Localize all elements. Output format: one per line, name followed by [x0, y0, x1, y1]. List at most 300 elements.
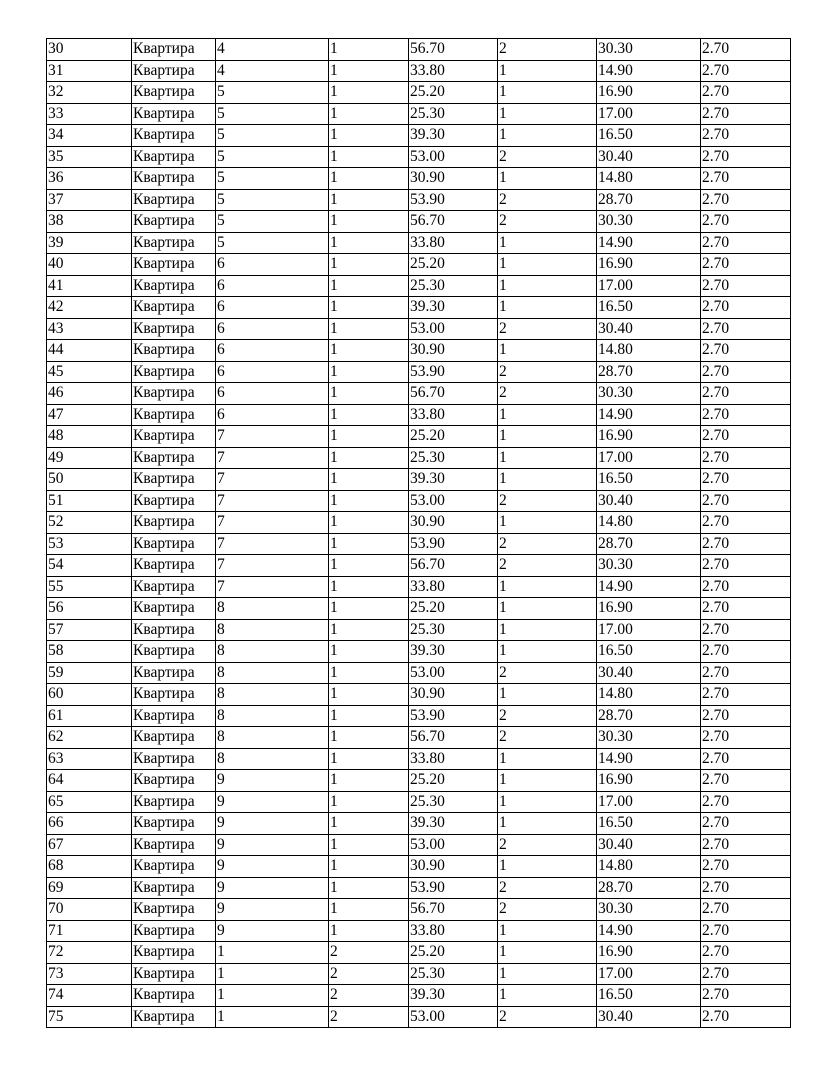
- table-row: [47, 361, 791, 383]
- cell-total-area: 56.70: [409, 383, 498, 405]
- cell-type: Квартира: [132, 813, 216, 835]
- cell-rooms: 1: [498, 125, 597, 147]
- cell-floor: 1: [216, 1006, 329, 1028]
- cell-total-area: 25.30: [409, 447, 498, 469]
- cell-rooms: 2: [498, 899, 597, 921]
- cell-rooms: 2: [498, 490, 597, 512]
- cell-floor: 7: [216, 512, 329, 534]
- cell-floor: 8: [216, 748, 329, 770]
- cell-total-area: 30.90: [409, 340, 498, 362]
- cell-number: 71: [47, 920, 132, 942]
- cell-total-area: 25.30: [409, 103, 498, 125]
- cell-living-area: 16.50: [597, 813, 701, 835]
- cell-section: 1: [329, 211, 409, 233]
- cell-ceiling-height: 2.70: [701, 383, 791, 405]
- cell-floor: 8: [216, 705, 329, 727]
- table-row: [47, 447, 791, 469]
- cell-rooms: 1: [498, 469, 597, 491]
- cell-total-area: 30.90: [409, 168, 498, 190]
- cell-total-area: 30.90: [409, 856, 498, 878]
- cell-total-area: 25.20: [409, 82, 498, 104]
- cell-number: 39: [47, 232, 132, 254]
- cell-living-area: 28.70: [597, 533, 701, 555]
- cell-ceiling-height: 2.70: [701, 125, 791, 147]
- cell-total-area: 53.90: [409, 361, 498, 383]
- cell-ceiling-height: 2.70: [701, 469, 791, 491]
- cell-ceiling-height: 2.70: [701, 318, 791, 340]
- cell-type: Квартира: [132, 168, 216, 190]
- cell-number: 66: [47, 813, 132, 835]
- cell-section: 1: [329, 82, 409, 104]
- cell-floor: 9: [216, 899, 329, 921]
- cell-total-area: 56.70: [409, 727, 498, 749]
- cell-type: Квартира: [132, 963, 216, 985]
- cell-living-area: 16.90: [597, 254, 701, 276]
- cell-floor: 1: [216, 942, 329, 964]
- cell-section: 1: [329, 318, 409, 340]
- cell-floor: 9: [216, 791, 329, 813]
- cell-type: Квартира: [132, 447, 216, 469]
- cell-rooms: 2: [498, 834, 597, 856]
- table-row: [47, 942, 791, 964]
- cell-section: 1: [329, 899, 409, 921]
- cell-floor: 9: [216, 834, 329, 856]
- cell-floor: 7: [216, 426, 329, 448]
- table-row: [47, 146, 791, 168]
- cell-number: 52: [47, 512, 132, 534]
- cell-total-area: 33.80: [409, 404, 498, 426]
- table-row: [47, 254, 791, 276]
- cell-floor: 9: [216, 877, 329, 899]
- cell-number: 41: [47, 275, 132, 297]
- cell-ceiling-height: 2.70: [701, 361, 791, 383]
- table-row: [47, 576, 791, 598]
- cell-total-area: 53.90: [409, 877, 498, 899]
- cell-section: 1: [329, 705, 409, 727]
- table-row: [47, 103, 791, 125]
- cell-total-area: 39.30: [409, 641, 498, 663]
- cell-living-area: 16.90: [597, 770, 701, 792]
- cell-living-area: 14.80: [597, 340, 701, 362]
- cell-floor: 8: [216, 641, 329, 663]
- cell-total-area: 56.70: [409, 555, 498, 577]
- cell-rooms: 2: [498, 1006, 597, 1028]
- cell-ceiling-height: 2.70: [701, 1006, 791, 1028]
- cell-floor: 9: [216, 770, 329, 792]
- cell-section: 1: [329, 920, 409, 942]
- cell-total-area: 33.80: [409, 60, 498, 82]
- cell-type: Квартира: [132, 469, 216, 491]
- cell-section: 1: [329, 662, 409, 684]
- cell-rooms: 1: [498, 942, 597, 964]
- cell-number: 63: [47, 748, 132, 770]
- cell-rooms: 1: [498, 641, 597, 663]
- cell-total-area: 25.20: [409, 598, 498, 620]
- cell-ceiling-height: 2.70: [701, 791, 791, 813]
- table-row: [47, 297, 791, 319]
- cell-floor: 5: [216, 146, 329, 168]
- cell-living-area: 30.30: [597, 899, 701, 921]
- cell-number: 30: [47, 39, 132, 61]
- cell-floor: 1: [216, 963, 329, 985]
- cell-ceiling-height: 2.70: [701, 641, 791, 663]
- cell-total-area: 39.30: [409, 469, 498, 491]
- cell-floor: 7: [216, 469, 329, 491]
- cell-living-area: 17.00: [597, 447, 701, 469]
- cell-number: 57: [47, 619, 132, 641]
- cell-section: 1: [329, 146, 409, 168]
- table-row: [47, 856, 791, 878]
- cell-rooms: 1: [498, 963, 597, 985]
- cell-number: 37: [47, 189, 132, 211]
- cell-living-area: 30.30: [597, 727, 701, 749]
- cell-floor: 1: [216, 985, 329, 1007]
- cell-living-area: 14.90: [597, 920, 701, 942]
- cell-number: 73: [47, 963, 132, 985]
- cell-section: 1: [329, 447, 409, 469]
- cell-total-area: 53.00: [409, 1006, 498, 1028]
- cell-ceiling-height: 2.70: [701, 447, 791, 469]
- cell-living-area: 30.40: [597, 834, 701, 856]
- cell-number: 50: [47, 469, 132, 491]
- cell-ceiling-height: 2.70: [701, 426, 791, 448]
- cell-ceiling-height: 2.70: [701, 490, 791, 512]
- table-row: [47, 211, 791, 233]
- cell-total-area: 53.90: [409, 533, 498, 555]
- cell-floor: 6: [216, 275, 329, 297]
- cell-number: 70: [47, 899, 132, 921]
- cell-number: 68: [47, 856, 132, 878]
- cell-rooms: 1: [498, 684, 597, 706]
- cell-section: 1: [329, 39, 409, 61]
- cell-number: 55: [47, 576, 132, 598]
- cell-living-area: 30.40: [597, 146, 701, 168]
- cell-floor: 8: [216, 684, 329, 706]
- cell-ceiling-height: 2.70: [701, 404, 791, 426]
- table-row: [47, 684, 791, 706]
- cell-total-area: 33.80: [409, 576, 498, 598]
- table-row: [47, 963, 791, 985]
- cell-living-area: 28.70: [597, 189, 701, 211]
- cell-section: 1: [329, 404, 409, 426]
- cell-total-area: 25.20: [409, 942, 498, 964]
- cell-ceiling-height: 2.70: [701, 254, 791, 276]
- cell-floor: 5: [216, 82, 329, 104]
- cell-number: 44: [47, 340, 132, 362]
- cell-floor: 7: [216, 533, 329, 555]
- cell-total-area: 33.80: [409, 748, 498, 770]
- cell-type: Квартира: [132, 834, 216, 856]
- cell-total-area: 53.90: [409, 705, 498, 727]
- cell-type: Квартира: [132, 985, 216, 1007]
- cell-ceiling-height: 2.70: [701, 813, 791, 835]
- cell-living-area: 30.30: [597, 383, 701, 405]
- cell-floor: 5: [216, 103, 329, 125]
- cell-total-area: 53.90: [409, 189, 498, 211]
- cell-ceiling-height: 2.70: [701, 834, 791, 856]
- cell-type: Квартира: [132, 340, 216, 362]
- cell-section: 1: [329, 490, 409, 512]
- cell-floor: 6: [216, 254, 329, 276]
- cell-number: 67: [47, 834, 132, 856]
- cell-number: 58: [47, 641, 132, 663]
- table-row: [47, 39, 791, 61]
- cell-rooms: 1: [498, 404, 597, 426]
- cell-section: 1: [329, 619, 409, 641]
- cell-total-area: 25.30: [409, 619, 498, 641]
- cell-ceiling-height: 2.70: [701, 146, 791, 168]
- cell-rooms: 1: [498, 856, 597, 878]
- cell-section: 2: [329, 1006, 409, 1028]
- cell-ceiling-height: 2.70: [701, 942, 791, 964]
- cell-floor: 6: [216, 404, 329, 426]
- cell-section: 1: [329, 555, 409, 577]
- cell-floor: 6: [216, 361, 329, 383]
- cell-type: Квартира: [132, 297, 216, 319]
- table-row: [47, 619, 791, 641]
- cell-rooms: 1: [498, 275, 597, 297]
- cell-total-area: 33.80: [409, 920, 498, 942]
- cell-rooms: 2: [498, 662, 597, 684]
- cell-total-area: 53.00: [409, 662, 498, 684]
- table-row: [47, 125, 791, 147]
- cell-ceiling-height: 2.70: [701, 899, 791, 921]
- cell-ceiling-height: 2.70: [701, 512, 791, 534]
- cell-section: 1: [329, 168, 409, 190]
- cell-section: 1: [329, 727, 409, 749]
- cell-living-area: 17.00: [597, 791, 701, 813]
- cell-type: Квартира: [132, 705, 216, 727]
- cell-type: Квартира: [132, 619, 216, 641]
- cell-ceiling-height: 2.70: [701, 232, 791, 254]
- cell-section: 1: [329, 684, 409, 706]
- cell-type: Квартира: [132, 512, 216, 534]
- cell-rooms: 1: [498, 340, 597, 362]
- table-row: [47, 899, 791, 921]
- cell-rooms: 1: [498, 168, 597, 190]
- cell-section: 1: [329, 598, 409, 620]
- cell-rooms: 2: [498, 555, 597, 577]
- cell-total-area: 30.90: [409, 684, 498, 706]
- cell-number: 34: [47, 125, 132, 147]
- cell-ceiling-height: 2.70: [701, 275, 791, 297]
- cell-rooms: 2: [498, 361, 597, 383]
- cell-type: Квартира: [132, 275, 216, 297]
- cell-number: 42: [47, 297, 132, 319]
- cell-living-area: 30.40: [597, 662, 701, 684]
- cell-rooms: 2: [498, 211, 597, 233]
- cell-living-area: 14.90: [597, 748, 701, 770]
- table-row: [47, 641, 791, 663]
- cell-number: 38: [47, 211, 132, 233]
- cell-ceiling-height: 2.70: [701, 727, 791, 749]
- cell-ceiling-height: 2.70: [701, 877, 791, 899]
- table-row: [47, 426, 791, 448]
- cell-section: 2: [329, 963, 409, 985]
- cell-total-area: 25.20: [409, 426, 498, 448]
- table-row: [47, 404, 791, 426]
- cell-total-area: 39.30: [409, 297, 498, 319]
- cell-rooms: 1: [498, 254, 597, 276]
- cell-living-area: 30.30: [597, 211, 701, 233]
- cell-number: 36: [47, 168, 132, 190]
- cell-total-area: 25.30: [409, 791, 498, 813]
- cell-total-area: 25.20: [409, 254, 498, 276]
- cell-number: 51: [47, 490, 132, 512]
- cell-section: 1: [329, 533, 409, 555]
- cell-section: 1: [329, 877, 409, 899]
- cell-number: 47: [47, 404, 132, 426]
- table-row: [47, 533, 791, 555]
- cell-rooms: 1: [498, 748, 597, 770]
- cell-floor: 5: [216, 189, 329, 211]
- cell-living-area: 28.70: [597, 705, 701, 727]
- cell-section: 1: [329, 254, 409, 276]
- table-row: [47, 920, 791, 942]
- cell-type: Квартира: [132, 856, 216, 878]
- cell-living-area: 17.00: [597, 619, 701, 641]
- cell-section: 1: [329, 275, 409, 297]
- table-row: [47, 340, 791, 362]
- cell-living-area: 16.90: [597, 942, 701, 964]
- cell-floor: 6: [216, 318, 329, 340]
- cell-rooms: 1: [498, 297, 597, 319]
- cell-living-area: 16.90: [597, 426, 701, 448]
- cell-rooms: 1: [498, 598, 597, 620]
- cell-number: 45: [47, 361, 132, 383]
- cell-ceiling-height: 2.70: [701, 705, 791, 727]
- cell-rooms: 2: [498, 383, 597, 405]
- cell-type: Квартира: [132, 899, 216, 921]
- table-row: [47, 662, 791, 684]
- cell-ceiling-height: 2.70: [701, 555, 791, 577]
- table-row: [47, 834, 791, 856]
- cell-type: Квартира: [132, 60, 216, 82]
- cell-ceiling-height: 2.70: [701, 662, 791, 684]
- cell-type: Квартира: [132, 641, 216, 663]
- cell-number: 46: [47, 383, 132, 405]
- cell-ceiling-height: 2.70: [701, 770, 791, 792]
- cell-type: Квартира: [132, 232, 216, 254]
- cell-type: Квартира: [132, 39, 216, 61]
- cell-total-area: 53.00: [409, 490, 498, 512]
- cell-floor: 7: [216, 555, 329, 577]
- cell-living-area: 14.80: [597, 168, 701, 190]
- cell-section: 1: [329, 856, 409, 878]
- cell-living-area: 16.90: [597, 82, 701, 104]
- cell-floor: 9: [216, 856, 329, 878]
- cell-floor: 7: [216, 490, 329, 512]
- cell-type: Квартира: [132, 146, 216, 168]
- cell-total-area: 33.80: [409, 232, 498, 254]
- cell-type: Квартира: [132, 318, 216, 340]
- table-row: [47, 727, 791, 749]
- cell-type: Квартира: [132, 254, 216, 276]
- cell-ceiling-height: 2.70: [701, 39, 791, 61]
- cell-living-area: 16.50: [597, 985, 701, 1007]
- cell-floor: 7: [216, 576, 329, 598]
- cell-type: Квартира: [132, 103, 216, 125]
- cell-type: Квартира: [132, 82, 216, 104]
- cell-living-area: 16.90: [597, 598, 701, 620]
- cell-rooms: 1: [498, 447, 597, 469]
- cell-total-area: 56.70: [409, 899, 498, 921]
- cell-number: 75: [47, 1006, 132, 1028]
- table-row: [47, 1006, 791, 1028]
- table-row: [47, 189, 791, 211]
- cell-total-area: 53.00: [409, 834, 498, 856]
- cell-ceiling-height: 2.70: [701, 963, 791, 985]
- cell-living-area: 30.40: [597, 318, 701, 340]
- cell-rooms: 1: [498, 512, 597, 534]
- cell-type: Квартира: [132, 189, 216, 211]
- cell-section: 1: [329, 383, 409, 405]
- cell-rooms: 2: [498, 146, 597, 168]
- cell-type: Квартира: [132, 361, 216, 383]
- cell-floor: 6: [216, 297, 329, 319]
- cell-rooms: 2: [498, 189, 597, 211]
- document-page: [46, 38, 790, 1028]
- cell-section: 1: [329, 770, 409, 792]
- cell-living-area: 16.50: [597, 469, 701, 491]
- cell-number: 35: [47, 146, 132, 168]
- table-row: [47, 469, 791, 491]
- cell-type: Квартира: [132, 490, 216, 512]
- cell-floor: 5: [216, 125, 329, 147]
- cell-ceiling-height: 2.70: [701, 533, 791, 555]
- cell-type: Квартира: [132, 576, 216, 598]
- cell-living-area: 28.70: [597, 877, 701, 899]
- cell-rooms: 1: [498, 232, 597, 254]
- cell-ceiling-height: 2.70: [701, 576, 791, 598]
- cell-living-area: 14.80: [597, 512, 701, 534]
- cell-rooms: 1: [498, 920, 597, 942]
- cell-living-area: 17.00: [597, 103, 701, 125]
- cell-type: Квартира: [132, 555, 216, 577]
- cell-total-area: 53.00: [409, 146, 498, 168]
- cell-rooms: 1: [498, 791, 597, 813]
- cell-section: 1: [329, 834, 409, 856]
- cell-living-area: 14.90: [597, 404, 701, 426]
- cell-number: 54: [47, 555, 132, 577]
- cell-ceiling-height: 2.70: [701, 60, 791, 82]
- cell-type: Квартира: [132, 426, 216, 448]
- cell-type: Квартира: [132, 662, 216, 684]
- cell-section: 1: [329, 125, 409, 147]
- table-row: [47, 555, 791, 577]
- cell-ceiling-height: 2.70: [701, 619, 791, 641]
- table-row: [47, 275, 791, 297]
- cell-living-area: 14.80: [597, 856, 701, 878]
- table-row: [47, 813, 791, 835]
- cell-floor: 4: [216, 60, 329, 82]
- cell-section: 1: [329, 189, 409, 211]
- cell-type: Квартира: [132, 748, 216, 770]
- cell-section: 1: [329, 469, 409, 491]
- cell-rooms: 1: [498, 813, 597, 835]
- cell-living-area: 30.30: [597, 555, 701, 577]
- table-row: [47, 705, 791, 727]
- cell-total-area: 56.70: [409, 39, 498, 61]
- cell-floor: 9: [216, 813, 329, 835]
- cell-floor: 6: [216, 340, 329, 362]
- cell-ceiling-height: 2.70: [701, 297, 791, 319]
- cell-rooms: 2: [498, 877, 597, 899]
- cell-ceiling-height: 2.70: [701, 103, 791, 125]
- cell-living-area: 14.90: [597, 232, 701, 254]
- cell-section: 1: [329, 340, 409, 362]
- cell-number: 32: [47, 82, 132, 104]
